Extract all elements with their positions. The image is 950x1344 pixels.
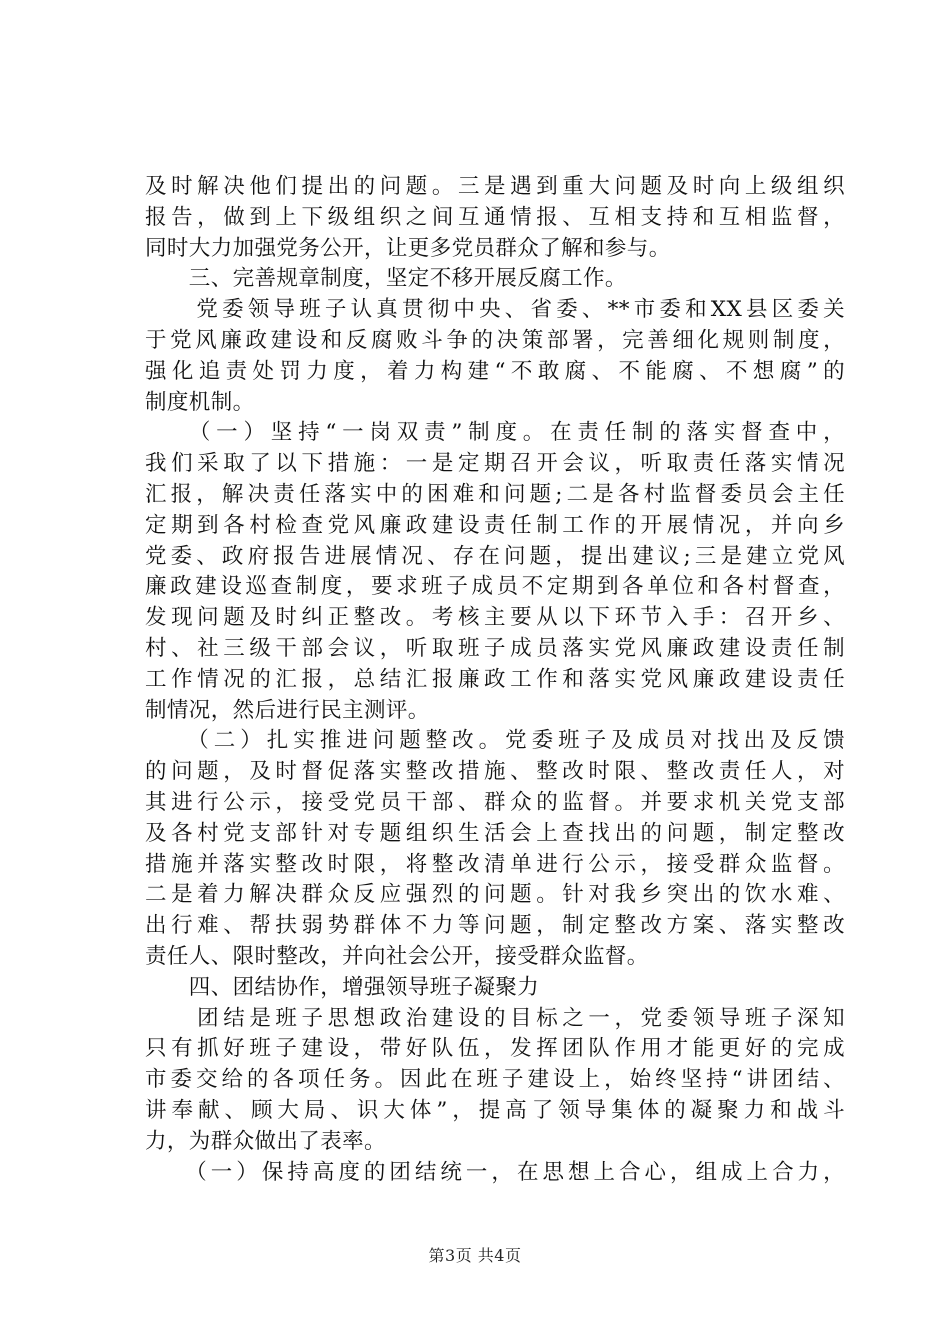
page-number-footer: 第3页 共4页 — [428, 1246, 522, 1265]
text-line: 制度机制。 — [145, 389, 255, 415]
text-line: 及时解决他们提出的问题。三是遇到重大问题及时向上级组织 — [145, 174, 845, 199]
text-line: （二）扎实推进问题整改。党委班子及成员对找出及反馈 — [145, 728, 845, 754]
text-line: 责任人、限时整改，并向社会公开，接受群众监督。 — [145, 943, 649, 969]
text-line: 报告，做到上下级组织之间互通情报、互相支持和互相监督， — [145, 204, 845, 230]
text-line: 发现问题及时纠正整改。考核主要从以下环节入手：召开乡、 — [145, 605, 845, 631]
text-line: （一）坚持“一岗双责”制度。在责任制的落实督查中， — [145, 420, 845, 446]
section-heading: 四、团结协作，增强领导班子凝聚力 — [145, 974, 540, 1000]
text-line: 定期到各村检查党风廉政建设责任制工作的开展情况，并向乡 — [145, 512, 845, 538]
text-line: 力，为群众做出了表率。 — [145, 1128, 386, 1154]
text-line: 强化追责处罚力度，着力构建“不敢腐、不能腐、不想腐”的 — [145, 358, 845, 384]
text-line: 制情况，然后进行民主测评。 — [145, 697, 430, 723]
text-line: 于党风廉政建设和反腐败斗争的决策部署，完善细化规则制度， — [145, 327, 845, 353]
text-line: 汇报，解决责任落实中的困难和问题;二是各村监督委员会主任 — [145, 481, 845, 507]
text-line: 团结是班子思想政治建设的目标之一，党委领导班子深知 — [145, 1005, 845, 1031]
text-line: 其进行公示，接受党员干部、群众的监督。并要求机关党支部 — [145, 789, 845, 815]
text-line: 及各村党支部针对专题组织生活会上查找出的问题，制定整改 — [145, 820, 845, 846]
text-line: 村、社三级干部会议，听取班子成员落实党风廉政建设责任制 — [145, 635, 845, 661]
text-line: 出行难、帮扶弱势群体不力等问题，制定整改方案、落实整改 — [145, 913, 845, 939]
text-line: 只有抓好班子建设，带好队伍，发挥团队作用才能更好的完成 — [145, 1036, 845, 1062]
text-line: 廉政建设巡查制度，要求班子成员不定期到各单位和各村督查， — [145, 574, 845, 600]
text-line: 同时大力加强党务公开，让更多党员群众了解和参与。 — [145, 235, 671, 261]
text-line: （一）保持高度的团结统一，在思想上合心，组成上合力， — [145, 1159, 845, 1185]
text-line: 讲奉献、顾大局、识大体”，提高了领导集体的凝聚力和战斗 — [145, 1097, 845, 1123]
text-line: 党委、政府报告进展情况、存在问题，提出建议;三是建立党风 — [145, 543, 845, 569]
text-line: 工作情况的汇报，总结汇报廉政工作和落实党风廉政建设责任 — [145, 666, 845, 692]
section-heading: 三、完善规章制度，坚定不移开展反腐工作。 — [145, 266, 627, 292]
document-body — [145, 172, 845, 1188]
text-line: 我们采取了以下措施：一是定期召开会议，听取责任落实情况 — [145, 451, 845, 477]
text-line: 党委领导班子认真贯彻中央、省委、**市委和XX县区委关 — [145, 297, 845, 323]
text-line: 措施并落实整改时限，将整改清单进行公示，接受群众监督。 — [145, 851, 845, 877]
text-line: 的问题，及时督促落实整改措施、整改时限、整改责任人，对 — [145, 759, 845, 785]
text-line: 市委交给的各项任务。因此在班子建设上，始终坚持“讲团结、 — [145, 1067, 845, 1093]
text-line: 二是着力解决群众反应强烈的问题。针对我乡突出的饮水难、 — [145, 882, 845, 908]
